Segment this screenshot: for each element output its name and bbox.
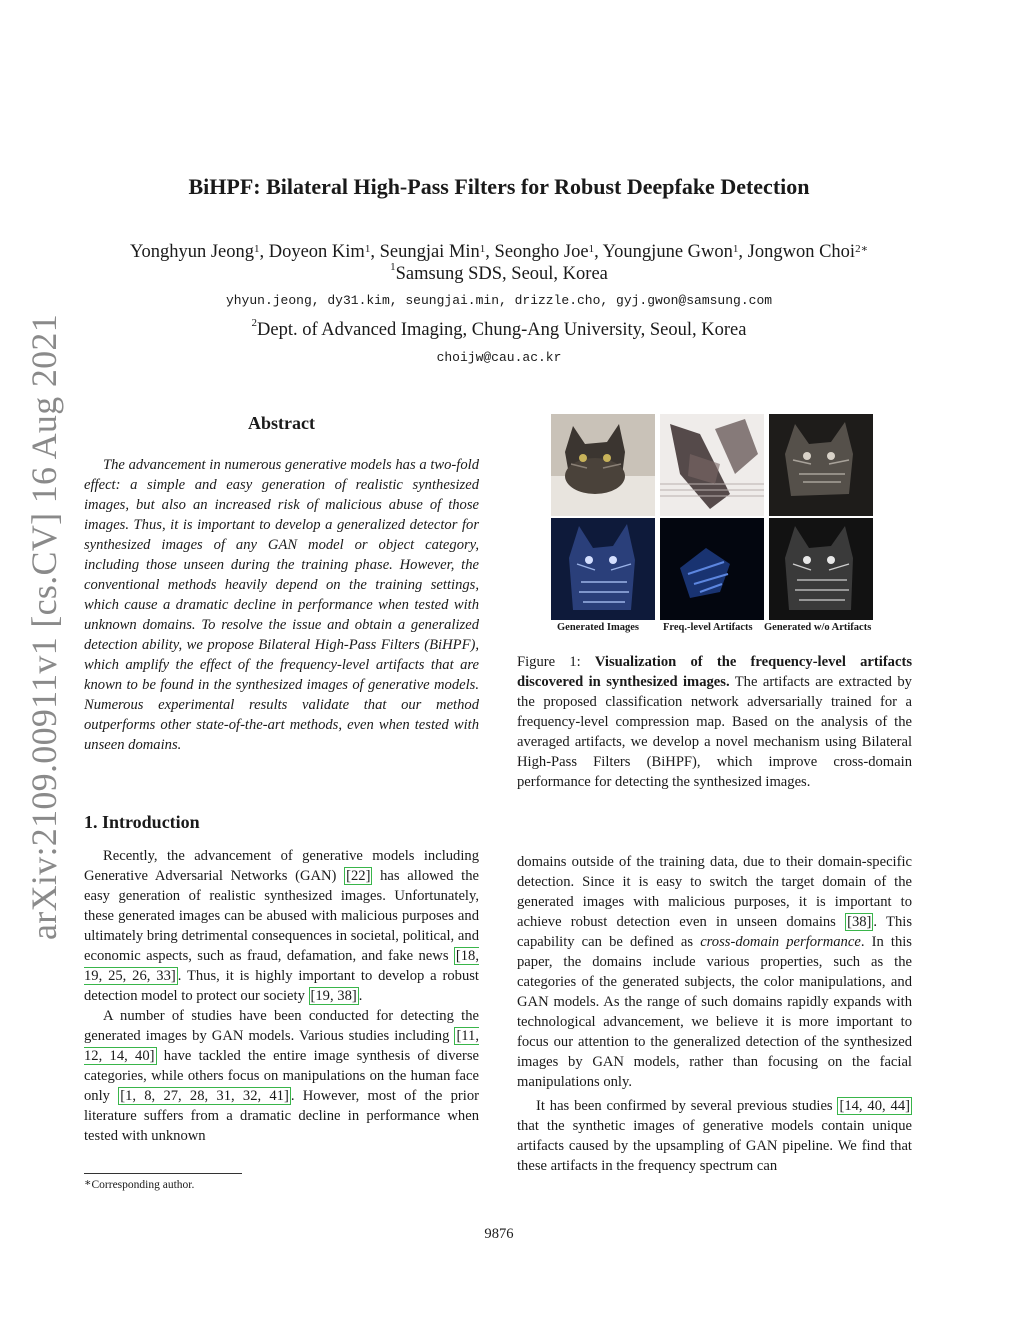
- citation-link[interactable]: [11, 12, 14, 40]: [84, 1028, 479, 1064]
- citation-link[interactable]: [19, 38]: [310, 988, 357, 1004]
- paper-title: BiHPF: Bilateral High-Pass Filters for Robust Deepfake Detection: [188, 174, 810, 199]
- arxiv-stamp: arXiv:2109.00911v1 [cs.CV] 16 Aug 2021: [24, 313, 64, 940]
- abstract-text: The advancement in numerous generative models has a two-fold effect: a simple and easy generation of realistic synthesized images, but also an increased risk of malicious abuse of those images. Thus, it is important to develop a generalized detector for synthesized images of any GAN model or object category, including those unseen during the training phase. However, the conventional methods heavily depend on the training settings, which cause a dramatic decline in performance when tested with unknown domains. To resolve the issue and obtain a generalized detection ability, we propose Bilateral High-Pass Filters (BiHPF), which amplify the effect of the frequency-level artifacts that are known to be found in the synthesized images of generative models. Numerous experimental results validate that our method outperforms other state-of-the-art methods, even when tested with unseen domains.: [84, 457, 479, 753]
- figure-label: Generated Images: [557, 622, 639, 633]
- freq-artifacts-image: [660, 414, 764, 516]
- author-name: Doyeon Kim: [268, 242, 365, 262]
- paragraph: It has been confirmed by several previous studies [14, 40, 44] that the synthetic images of generative models contain unique artifacts caused by the upsampling of GAN pipeline. We find that these artifacts in the frequency spectrum can: [517, 1098, 912, 1174]
- paragraph: Recently, the advancement of generative models including Generative Adversarial Networks (GAN) [22] has allowed the easy generation of realistic synthesized images. Unfortunately, these generated images can be abused with malicious purposes and ultimately bring detrimental consequences in societal, political, and economic aspects, such as fraud, defamation, and fake news [18, 19, 25, 26, 33] . Thus, it is highly important to develop a robust detection model to protect our society [19, 38] .: [84, 848, 479, 1004]
- citation-link[interactable]: [38]: [847, 914, 872, 930]
- author-mark: 1: [364, 243, 371, 255]
- generated-cat-image: [551, 414, 655, 516]
- author-mark: 1: [588, 243, 595, 255]
- affiliation-mark: 2: [251, 317, 258, 329]
- figure-caption: Figure 1: Visualization of the frequency-level artifacts discovered in synthesized images. The artifacts are extracted by the proposed classification network adversarially trained for a frequency-level compression map. Based on the analysis of the averaged artifacts, we develop a novel mechanism using Bilateral High-Pass Filters (BiHPF), which improve cross-domain performance for detecting the synthesized images.: [517, 654, 912, 790]
- intro-left-column: [84, 846, 479, 1146]
- footnote: [84, 1179, 194, 1192]
- affiliation-text: Dept. of Advanced Imaging, Chung-Ang University, Seoul, Korea: [257, 320, 747, 340]
- email-2[interactable]: choijw@cau.ac.kr: [436, 350, 562, 365]
- paragraph: domains outside of the training data, due to their domain-specific detection. Since it is easy to switch the target domain of the generated images with malicious purposes, it is important to achieve robust detection even in unseen domains [38] . This capability can be defined as cross-domain performance. In this paper, the domains include various properties, such as the categories of the generated subjects, the color manipulations, and GAN models. As the range of such domains rapidly expands with technological advancement, we believe it is more important to focus our attention to the generalized detection of the synthesized images by GAN models, rather than focusing on the facial manipulations only.: [517, 854, 912, 1090]
- page-number: 9876: [484, 1226, 514, 1242]
- paragraph: A number of studies have been conducted for detecting the generated images by GAN models. Various studies including [11, 12, 14, 40] have tackled the entire image synthesis of diverse categories, while others focus on manipulations on the human face only [1, 8, 27, 28, 31, 32, 41] . However, most of the prior literature suffers from a dramatic decline in performance when tested with unknown: [84, 1008, 479, 1144]
- author-mark: 1: [479, 243, 486, 255]
- figure-label: Generated w/o Artifacts: [764, 622, 872, 633]
- section-heading: 1. Introduction: [84, 812, 200, 832]
- generated-without-artifacts-image: [769, 414, 873, 516]
- figure-1-grid: [551, 414, 874, 620]
- affiliation-text: Samsung SDS, Seoul, Korea: [395, 264, 608, 284]
- author-mark: 1: [253, 243, 260, 255]
- author-name: Yonghyun Jeong: [129, 242, 254, 262]
- citation-link[interactable]: [18, 19, 25, 26, 33]: [84, 948, 479, 984]
- affiliation-2: [0, 317, 998, 341]
- author-list: Yonghyun Jeong$^1$, Doyeon Kim$^1$, Seungjai Min$^1$, Seongho Joe$^1$, Youngjune Gwon$^1$, Jongwon Choi$^{2∗}$: [129, 242, 869, 262]
- figure-label: Freq.-level Artifacts: [663, 622, 753, 633]
- generated-cat-image-2: [551, 518, 655, 620]
- freq-artifacts-image-2: [660, 518, 764, 620]
- author-mark: 2∗: [855, 243, 869, 255]
- abstract-heading: Abstract: [248, 413, 315, 433]
- author-name: Seongho Joe: [494, 242, 589, 262]
- footnote-text: Corresponding author.: [91, 1179, 195, 1191]
- email-1[interactable]: yhyun.jeong, dy31.kim, seungjai.min, drizzle.cho, gyj.gwon@samsung.com: [225, 293, 773, 308]
- author-name: Seungjai Min: [379, 242, 480, 262]
- generated-without-artifacts-image-2: [769, 518, 873, 620]
- citation-link[interactable]: [14, 40, 44]: [839, 1098, 910, 1114]
- citation-link[interactable]: [22]: [346, 868, 371, 884]
- author-name: Jongwon Choi: [747, 242, 856, 262]
- author-name: Youngjune Gwon: [602, 242, 733, 262]
- citation-link[interactable]: [1, 8, 27, 28, 31, 32, 41]: [120, 1088, 289, 1104]
- intro-right-column: [517, 852, 912, 1176]
- footnote-rule: [84, 1173, 242, 1174]
- affiliation-mark: 1: [390, 261, 396, 273]
- affiliation-1: [0, 261, 998, 285]
- author-mark: 1: [732, 243, 739, 255]
- footnote-mark: ∗: [84, 1177, 92, 1189]
